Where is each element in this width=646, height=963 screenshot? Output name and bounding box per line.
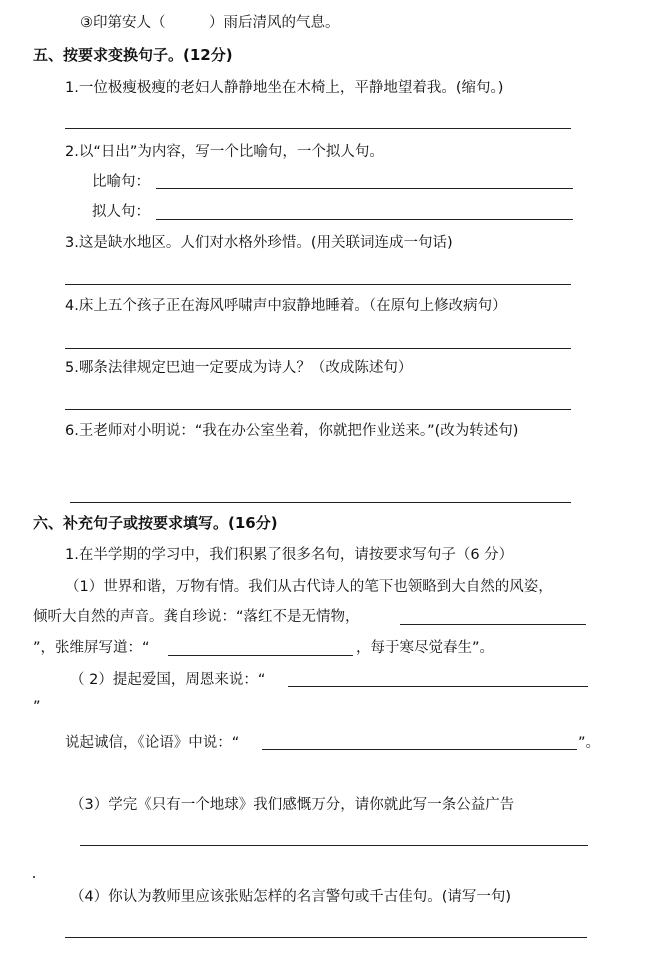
answer-line-ad[interactable] (80, 845, 588, 846)
answer-line-q3[interactable] (65, 284, 571, 285)
question-3: 3.这是缺水地区。人们对水格外珍惜。(用关联词连成一句话) (65, 235, 453, 251)
question-6: 6.王老师对小明说：“我在办公室坐着，你就把作业送来。”(改为转述句) (65, 423, 519, 439)
integrity-closing: ”。 (578, 735, 601, 751)
part-1-sub1-line1: （1）世界和谐，万物有情。我们从古代诗人的笔下也领略到大自然的风姿， (65, 579, 553, 595)
answer-line-personification[interactable] (156, 219, 573, 220)
simile-label: 比喻句： (92, 174, 150, 190)
part-2-patriotism: （ 2）提起爱国，周恩来说：“ (70, 672, 266, 688)
section-5-heading: 五、按要求变换句子。(12分) (33, 46, 233, 64)
answer-line-q1[interactable] (65, 128, 571, 129)
part-3-ad: （3）学完《只有一个地球》我们感慨万分，请你就此写一条公益广告 (70, 797, 515, 813)
part-1-intro: 1.在半学期的学习中，我们积累了很多名句，请按要求写句子（6 分） (65, 547, 514, 563)
item-3-line: ③印第安人（ ）雨后清风的气息。 (80, 15, 340, 31)
answer-line-q5[interactable] (65, 409, 571, 410)
part-1-sub1-line3-end: ，每于寒尽觉春生”。 (356, 640, 495, 656)
blank-gong-zizhen[interactable] (400, 624, 586, 625)
question-4: 4.床上五个孩子正在海风呼啸声中寂静地睡着。（在原句上修改病句） (65, 298, 507, 314)
part-1-sub1-line3-start: ”，张维屏写道：“ (33, 640, 150, 656)
blank-analects[interactable] (262, 749, 577, 750)
scan-speck (33, 876, 35, 878)
part-4-motto: （4）你认为教师里应该张贴怎样的名言警句或千古佳句。(请写一句) (70, 889, 512, 905)
question-1: 1.一位极瘦极瘦的老妇人静静地坐在木椅上，平静地望着我。(缩句。) (65, 80, 504, 96)
answer-line-q6[interactable] (70, 502, 571, 503)
part-2-integrity: 说起诚信，《论语》中说：“ (65, 735, 240, 751)
blank-zhou-enlai[interactable] (288, 686, 588, 687)
section-6-heading: 六、补充句子或按要求填写。(16分) (33, 514, 278, 532)
part-1-sub1-line2: 倾听大自然的声音。龚自珍说：“落红不是无情物， (33, 609, 360, 625)
closing-quote: ” (33, 699, 41, 715)
answer-line-q4[interactable] (65, 348, 571, 349)
answer-line-motto[interactable] (65, 937, 587, 938)
question-2: 2.以“日出”为内容，写一个比喻句，一个拟人句。 (65, 144, 384, 160)
blank-zhang-weiping[interactable] (168, 655, 353, 656)
question-5: 5.哪条法律规定巴迪一定要成为诗人？（改成陈述句） (65, 360, 413, 376)
answer-line-simile[interactable] (156, 188, 573, 189)
personification-label: 拟人句： (92, 204, 150, 220)
